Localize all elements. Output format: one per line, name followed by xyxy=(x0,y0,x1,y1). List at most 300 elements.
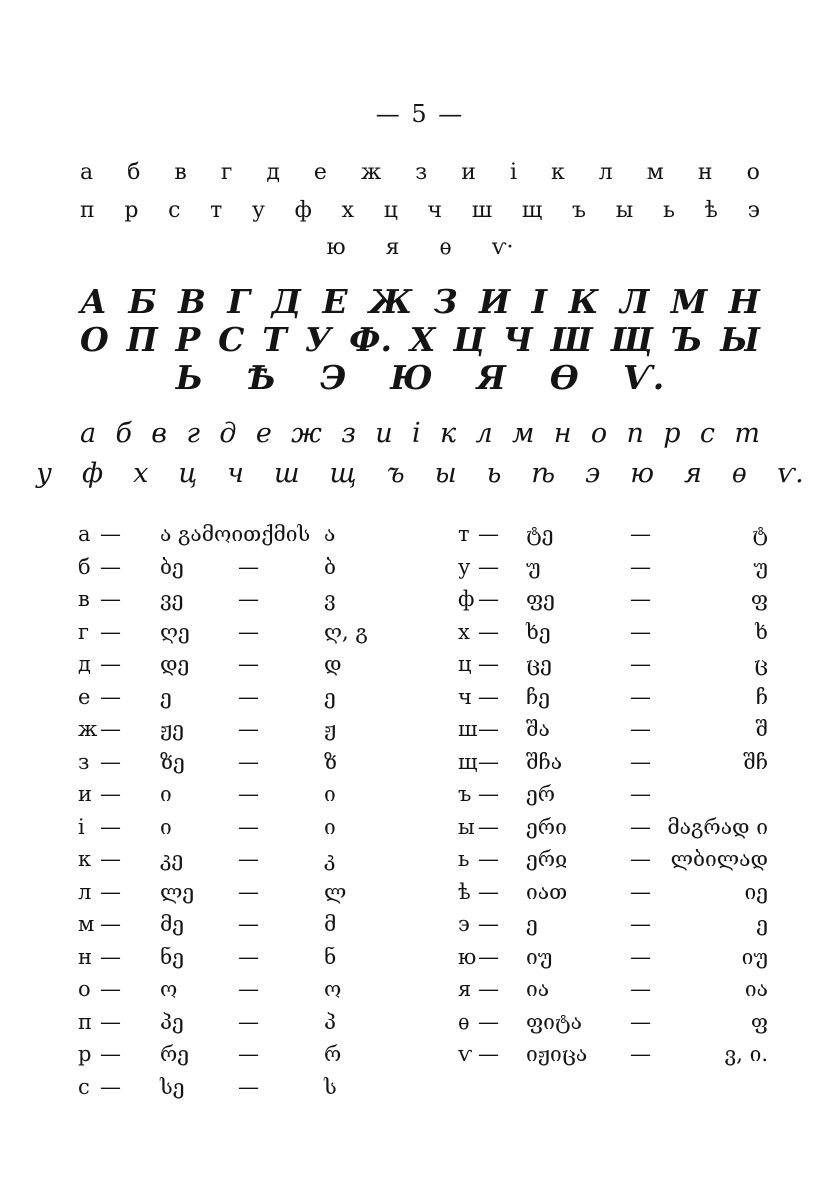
dash-separator: — xyxy=(100,847,121,871)
table-row xyxy=(458,778,768,811)
georgian-name: ერჲ xyxy=(526,847,568,871)
cursive-letter: в xyxy=(151,418,167,449)
dash-separator: — xyxy=(478,522,499,546)
capital-letter: Ъ xyxy=(670,320,703,359)
dash-separator: — xyxy=(100,587,121,611)
georgian-name: ზე xyxy=(160,749,185,774)
table-row xyxy=(78,1006,378,1039)
dash-separator: — xyxy=(630,522,651,546)
dash-separator: — xyxy=(100,912,121,936)
dash-separator: — xyxy=(238,684,259,709)
table-row xyxy=(78,551,378,584)
georgian-name: ვე xyxy=(160,587,184,611)
cursive-letter: о xyxy=(590,418,608,449)
cyrillic-letter: ф xyxy=(458,587,475,611)
lowercase-letter: о xyxy=(746,160,760,185)
capital-letter: Щ xyxy=(610,320,654,359)
dash-separator: — xyxy=(478,1009,499,1034)
cursive-letter: ю xyxy=(630,458,655,489)
cursive-letter: б xyxy=(115,418,132,449)
dash-separator: — xyxy=(238,619,259,644)
dash-separator: — xyxy=(630,652,651,676)
lowercase-letter: ы xyxy=(615,198,634,223)
dash-separator: — xyxy=(100,717,121,741)
cyrillic-letter: ы xyxy=(458,814,475,839)
dash-separator: — xyxy=(238,912,259,936)
table-row xyxy=(78,648,378,681)
capital-letter: П xyxy=(126,320,158,359)
capitals-row-1 xyxy=(80,282,760,321)
transliteration-table xyxy=(78,518,768,1108)
georgian-equivalent: ხ xyxy=(755,619,768,644)
cursive-letter: и xyxy=(375,418,393,449)
table-row xyxy=(458,1006,768,1039)
capital-letter: Ѳ xyxy=(549,358,579,397)
georgian-equivalent: ი xyxy=(324,814,336,839)
georgian-name: კე xyxy=(160,847,184,871)
georgian-name: ერი xyxy=(526,814,567,839)
capital-letter: Ц xyxy=(453,320,486,359)
dash-separator: — xyxy=(238,879,259,904)
georgian-name: დე xyxy=(160,652,190,676)
georgian-name: სე xyxy=(160,1074,185,1099)
georgian-name: ხე xyxy=(526,619,551,644)
dash-separator: — xyxy=(100,814,121,839)
cyrillic-letter: к xyxy=(78,847,92,871)
table-row xyxy=(458,713,768,746)
cursive-letter: н xyxy=(553,418,572,449)
dash-separator: — xyxy=(478,749,499,774)
table-row xyxy=(78,811,378,844)
dash-separator: — xyxy=(100,879,121,904)
table-row xyxy=(458,518,768,551)
cyrillic-letter: б xyxy=(78,554,91,579)
lowercase-letter: р xyxy=(124,198,139,223)
cyrillic-letter: а xyxy=(78,522,91,546)
dash-separator: — xyxy=(478,717,499,741)
capital-letter: Ь xyxy=(175,358,203,397)
georgian-name: შჩა xyxy=(526,749,563,774)
cursive-letter: я xyxy=(684,458,702,489)
table-row xyxy=(458,583,768,616)
georgian-name: ია xyxy=(526,977,550,1001)
cursive-letter: ѣ xyxy=(531,458,556,489)
cyrillic-letter: н xyxy=(78,944,92,969)
lowercase-letter: в xyxy=(174,160,187,185)
capital-letter: К xyxy=(568,282,599,321)
georgian-name: ლე xyxy=(160,879,195,904)
lowercase-letter: е xyxy=(313,160,327,185)
georgian-equivalent: მ xyxy=(324,912,337,936)
lowercase-letter: ж xyxy=(360,160,382,185)
cyrillic-letter: д xyxy=(78,652,91,676)
capital-letter: З xyxy=(433,282,458,321)
georgian-equivalent: ლ xyxy=(324,879,347,904)
georgian-name: ერ xyxy=(526,782,556,806)
dash-separator: — xyxy=(100,749,121,774)
lowercase-letter: і xyxy=(509,160,517,185)
dash-separator: — xyxy=(100,1074,121,1099)
cyrillic-letter: з xyxy=(78,749,90,774)
dash-separator: — xyxy=(238,977,259,1001)
capital-letter: І xyxy=(531,282,548,321)
dash-separator: — xyxy=(478,944,499,969)
dash-separator: — xyxy=(238,1074,259,1099)
georgian-name: ი xyxy=(160,814,172,839)
cyrillic-letter: ю xyxy=(458,944,477,969)
capital-letter: Б xyxy=(128,282,157,321)
lowercase-letter: к xyxy=(551,160,565,185)
cyrillic-letter: ш xyxy=(458,717,478,741)
cursive-letter: д xyxy=(219,418,237,449)
cyrillic-letter: ж xyxy=(78,717,98,741)
capital-letter: Э xyxy=(320,358,347,397)
capital-letter: Д xyxy=(271,282,301,321)
cyrillic-letter: у xyxy=(458,554,471,579)
georgian-equivalent: რ xyxy=(324,1042,342,1066)
lowercase-letter: т xyxy=(210,198,223,223)
capitals-row-3 xyxy=(80,358,760,397)
capital-letter: Ч xyxy=(502,320,533,359)
georgian-name: ბე xyxy=(160,554,184,579)
lowercase-letter: э xyxy=(747,198,760,223)
cyrillic-letter: ч xyxy=(458,684,472,709)
lowercase-letter: ь xyxy=(662,198,675,223)
cyrillic-letter: я xyxy=(458,977,472,1001)
dash-separator: — xyxy=(630,1042,651,1066)
capital-letter: Ѵ. xyxy=(622,358,665,397)
cursive-letter: л xyxy=(475,418,493,449)
lowercase-letter: ѣ xyxy=(704,198,718,223)
dash-separator: — xyxy=(100,652,121,676)
cyrillic-letter: ь xyxy=(458,847,470,871)
georgian-equivalent: შ xyxy=(755,717,768,741)
cursive-row-2 xyxy=(36,458,804,489)
dash-separator: — xyxy=(478,619,499,644)
cyrillic-letter: ц xyxy=(458,652,472,676)
lowercase-letter: а xyxy=(80,160,94,185)
georgian-equivalent: ჩ xyxy=(755,684,768,709)
dash-separator: — xyxy=(238,1009,259,1034)
georgian-name: ღე xyxy=(160,619,190,644)
dash-separator: — xyxy=(100,1009,121,1034)
table-row xyxy=(78,778,378,811)
capital-letter: И xyxy=(479,282,511,321)
georgian-name: ტე xyxy=(526,522,554,546)
dash-separator: — xyxy=(100,684,121,709)
dash-separator: — xyxy=(630,944,651,969)
georgian-equivalent: ა xyxy=(324,522,336,546)
dash-separator: — xyxy=(100,522,121,546)
lowercase-letter: б xyxy=(127,160,141,185)
dash-separator: — xyxy=(630,587,651,611)
cursive-letter: ч xyxy=(227,458,244,489)
georgian-name: მე xyxy=(160,912,185,936)
cyrillic-letter: р xyxy=(78,1042,92,1066)
dash-separator: — xyxy=(238,847,259,871)
table-row xyxy=(458,1038,768,1071)
dash-separator: — xyxy=(478,652,499,676)
table-row xyxy=(78,1038,378,1071)
capital-letter: Е xyxy=(322,282,348,321)
georgian-equivalent: ო xyxy=(324,977,342,1001)
georgian-equivalent: ბ xyxy=(324,554,336,579)
georgian-equivalent: შჩ xyxy=(743,749,768,774)
capital-letter: В xyxy=(178,282,206,321)
georgian-name: პე xyxy=(160,1009,184,1034)
table-row xyxy=(78,1071,378,1104)
dash-separator: — xyxy=(100,619,121,644)
dash-separator: — xyxy=(630,814,651,839)
georgian-equivalent: ვ, ი. xyxy=(724,1042,768,1066)
cyrillic-letter: ѵ xyxy=(458,1042,473,1066)
georgian-equivalent: მაგრად ი xyxy=(667,814,768,839)
capital-letter: С xyxy=(218,320,245,359)
cursive-letter: ъ xyxy=(386,458,405,489)
capital-letter: Ѣ xyxy=(246,358,276,397)
table-row xyxy=(458,843,768,876)
lowercase-letter: н xyxy=(697,160,713,185)
lowercase-letter: х xyxy=(341,198,354,223)
lowercase-letter: ш xyxy=(471,198,493,223)
dash-separator: — xyxy=(238,1042,259,1066)
dash-separator: — xyxy=(100,782,121,806)
cyrillic-letter: с xyxy=(78,1074,90,1099)
dash-separator: — xyxy=(478,847,499,871)
georgian-equivalent: ვ xyxy=(324,587,336,611)
transliteration-column-left xyxy=(78,518,378,1103)
cursive-letter: ф xyxy=(81,458,104,489)
cyrillic-letter: щ xyxy=(458,749,478,774)
georgian-equivalent: პ xyxy=(324,1009,336,1034)
georgian-equivalent: უ xyxy=(753,554,768,579)
lowercase-row-1 xyxy=(80,160,760,185)
georgian-equivalent: ე xyxy=(756,912,768,936)
table-row xyxy=(78,518,378,551)
capital-letter: Ж xyxy=(369,282,413,321)
cursive-letter: п xyxy=(626,418,644,449)
capital-letter: Ы xyxy=(720,320,760,359)
cursive-letter: ш xyxy=(273,458,300,489)
dash-separator: — xyxy=(630,554,651,579)
capital-letter: М xyxy=(670,282,708,321)
capital-letter: У xyxy=(304,320,332,359)
georgian-equivalent: ს xyxy=(324,1074,337,1099)
table-row xyxy=(458,648,768,681)
dash-separator: — xyxy=(630,717,651,741)
cursive-letter: г xyxy=(186,418,200,449)
lowercase-letter: ф xyxy=(294,198,312,223)
georgian-equivalent: ია xyxy=(744,977,768,1001)
dash-separator: — xyxy=(100,554,121,579)
georgian-name: უ xyxy=(526,554,541,579)
dash-separator: — xyxy=(478,912,499,936)
dash-separator: — xyxy=(630,912,651,936)
dash-separator: — xyxy=(478,977,499,1001)
table-row xyxy=(458,746,768,779)
dash-separator: — xyxy=(100,944,121,969)
dash-separator: — xyxy=(630,879,651,904)
table-row xyxy=(458,616,768,649)
georgian-equivalent: კ xyxy=(324,847,336,871)
georgian-equivalent: ი xyxy=(324,782,336,806)
lowercase-letter: п xyxy=(80,198,95,223)
cursive-row-1 xyxy=(80,418,760,449)
cyrillic-letter: м xyxy=(78,912,95,936)
dash-separator: — xyxy=(238,717,259,741)
cyrillic-letter: э xyxy=(458,912,470,936)
table-row xyxy=(78,746,378,779)
cursive-letter: м xyxy=(512,418,535,449)
georgian-equivalent: ლბილად xyxy=(670,847,768,871)
lowercase-letter: ѳ xyxy=(439,235,452,260)
cursive-letter: с xyxy=(699,418,715,449)
georgian-name: ი xyxy=(160,782,172,806)
capital-letter: Г xyxy=(227,282,251,321)
dash-separator: — xyxy=(630,619,651,644)
dash-separator: — xyxy=(478,782,499,806)
capital-letter: Ю xyxy=(390,358,433,397)
cursive-letter: щ xyxy=(329,458,357,489)
dash-separator: — xyxy=(478,879,499,904)
lowercase-letter: м xyxy=(646,160,664,185)
table-row xyxy=(78,908,378,941)
georgian-name: რე xyxy=(160,1042,190,1066)
lowercase-letter: ъ xyxy=(572,198,587,223)
georgian-name: ე xyxy=(526,912,538,936)
dash-separator: — xyxy=(100,977,121,1001)
dash-separator: — xyxy=(238,749,259,774)
lowercase-letter: ц xyxy=(383,198,398,223)
cyrillic-letter: т xyxy=(458,522,470,546)
capital-letter: Ф. xyxy=(349,320,392,359)
georgian-name: ჟე xyxy=(160,717,184,741)
georgian-equivalent: ე xyxy=(324,684,336,709)
cursive-letter: і xyxy=(412,418,421,449)
table-row xyxy=(458,551,768,584)
cyrillic-letter: и xyxy=(78,782,92,806)
dash-separator: — xyxy=(630,977,651,1001)
lowercase-letter: г xyxy=(220,160,233,185)
georgian-name: იჟიცა xyxy=(526,1042,588,1066)
lowercase-letter: д xyxy=(266,160,280,185)
georgian-equivalent: ზ xyxy=(324,749,337,774)
cyrillic-letter: л xyxy=(78,879,92,904)
dash-separator: — xyxy=(630,782,651,806)
dash-separator: — xyxy=(630,1009,651,1034)
lowercase-row-2 xyxy=(80,198,760,223)
dash-separator: — xyxy=(478,684,499,709)
table-row xyxy=(78,713,378,746)
cursive-letter: ж xyxy=(291,418,322,449)
georgian-equivalent: ღ, გ xyxy=(324,619,368,644)
lowercase-letter: з xyxy=(415,160,428,185)
lowercase-letter: у xyxy=(252,198,265,223)
lowercase-row-3 xyxy=(80,235,760,260)
table-row xyxy=(78,616,378,649)
table-row xyxy=(458,681,768,714)
table-row xyxy=(458,811,768,844)
capital-letter: Т xyxy=(262,320,287,359)
capital-letter: О xyxy=(80,320,109,359)
dash-separator: — xyxy=(100,1042,121,1066)
georgian-name: ნე xyxy=(160,944,185,969)
capital-letter: Х xyxy=(409,320,436,359)
dash-separator: — xyxy=(630,684,651,709)
cursive-letter: е xyxy=(255,418,272,449)
dash-separator: — xyxy=(238,944,259,969)
capital-letter: А xyxy=(80,282,107,321)
dash-separator: — xyxy=(238,782,259,806)
georgian-equivalent: ტ xyxy=(752,522,768,546)
georgian-equivalent: ჟ xyxy=(324,717,337,741)
cursive-letter: х xyxy=(133,458,149,489)
cursive-letter: р xyxy=(663,418,681,449)
cursive-letter: т xyxy=(734,418,760,449)
cyrillic-letter: е xyxy=(78,684,91,709)
georgian-name: ა გამოითქმის xyxy=(160,522,311,546)
georgian-equivalent: იუ xyxy=(741,944,768,969)
georgian-name: ჩე xyxy=(526,684,551,709)
table-row xyxy=(458,941,768,974)
cursive-letter: а xyxy=(80,418,97,449)
lowercase-letter: щ xyxy=(521,198,543,223)
georgian-equivalent: იე xyxy=(744,879,768,904)
dash-separator: — xyxy=(478,1042,499,1066)
cursive-letter: у xyxy=(36,458,52,489)
dash-separator: — xyxy=(478,814,499,839)
cyrillic-letter: ѣ xyxy=(458,879,471,904)
capital-letter: Ш xyxy=(550,320,593,359)
georgian-name: შა xyxy=(526,717,550,741)
table-row xyxy=(78,941,378,974)
cyrillic-letter: г xyxy=(78,619,90,644)
cursive-letter: ь xyxy=(486,458,502,489)
cyrillic-letter: х xyxy=(458,619,470,644)
cyrillic-letter: ѳ xyxy=(458,1009,470,1034)
georgian-name: იუ xyxy=(526,944,553,969)
cursive-letter: ѵ. xyxy=(776,458,804,489)
cursive-letter: э xyxy=(585,458,601,489)
capital-letter: Л xyxy=(620,282,650,321)
cursive-letter: з xyxy=(341,418,356,449)
georgian-equivalent: ფ xyxy=(750,1009,768,1034)
table-row xyxy=(458,876,768,909)
georgian-name: ე xyxy=(160,684,172,709)
cyrillic-letter: і xyxy=(78,814,85,839)
lowercase-letter: я xyxy=(385,235,400,260)
table-row xyxy=(458,973,768,1006)
cursive-letter: ѳ xyxy=(731,458,747,489)
georgian-name: ო xyxy=(160,977,178,1001)
table-row xyxy=(78,583,378,616)
dash-separator: — xyxy=(630,749,651,774)
cursive-letter: к xyxy=(439,418,457,449)
transliteration-column-right xyxy=(458,518,768,1071)
capital-letter: Н xyxy=(728,282,760,321)
dash-separator: — xyxy=(238,587,259,611)
dash-separator: — xyxy=(238,814,259,839)
dash-separator: — xyxy=(630,847,651,871)
page-number: — 5 — xyxy=(375,100,465,128)
lowercase-letter: ю xyxy=(326,235,346,260)
lowercase-letter: ч xyxy=(427,198,443,223)
georgian-name: იათ xyxy=(526,879,568,904)
dash-separator: — xyxy=(478,554,499,579)
capital-letter: Р xyxy=(175,320,201,359)
dash-separator: — xyxy=(238,652,259,676)
table-row xyxy=(78,681,378,714)
